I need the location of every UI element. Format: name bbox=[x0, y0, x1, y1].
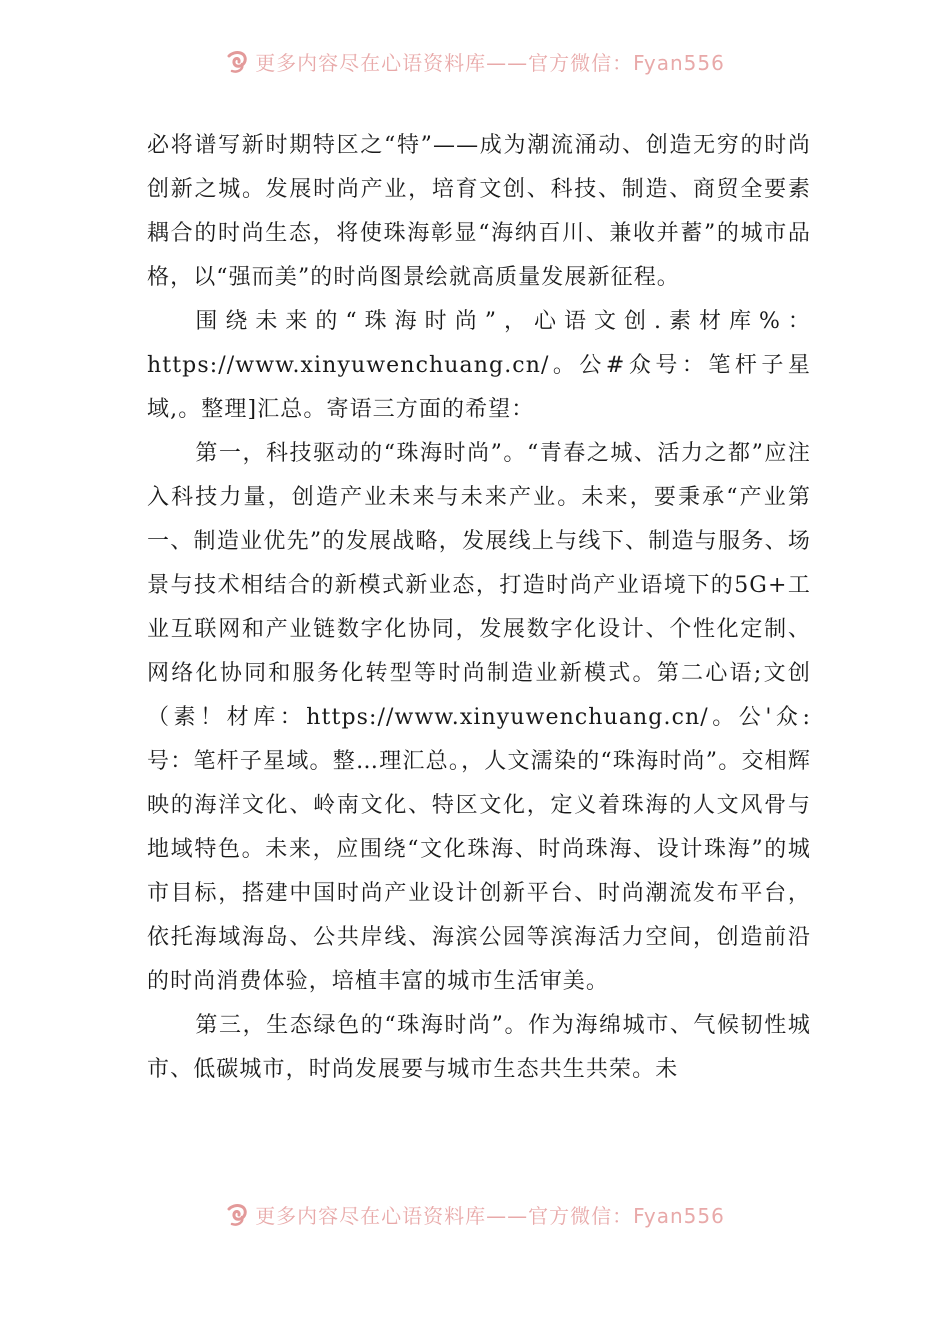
swirl-logo-icon bbox=[225, 1203, 251, 1227]
paragraph: 第一，科技驱动的“珠海时尚”。“青春之城、活力之都”应注入科技力量，创造产业未来与未来产业。未来，要秉承“产业第一、制造业优先”的发展战略，发展线上与线下、制造与服务、场景与技术相结合的新模式新业态，打造时尚产业语境下的5G+工业互联网和产业链数字化协同，发展数字化设计、个性化定制、网络化协同和服务化转型等时尚制造业新模式。第二心语;文创（素！材库：https://www.xinyuwenchuang.cn/。公'众:号：笔杆子星域。整…理汇总。，人文濡染的“珠海时尚”。交相辉映的海洋文化、岭南文化、特区文化，定义着珠海的人文风骨与地域特色。未来，应围绕“文化珠海、时尚珠海、设计珠海”的城市目标，搭建中国时尚产业设计创新平台、时尚潮流发布平台，依托海域海岛、公共岸线、海滨公园等滨海活力空间，创造前沿的时尚消费体验，培植丰富的城市生活审美。 bbox=[147, 441, 811, 994]
paragraph: 必将谱写新时期特区之“特”——成为潮流涌动、创造无穷的时尚创新之城。发展时尚产业，培育文创、科技、制造、商贸全要素耦合的时尚生态，将使珠海彰显“海纳百川、兼收并蓄”的城市品格，以“强而美”的时尚图景绘就高质量发展新征程。 bbox=[147, 133, 811, 290]
footer-watermark bbox=[0, 1203, 950, 1243]
document-body bbox=[147, 124, 811, 1092]
paragraph: 第三，生态绿色的“珠海时尚”。作为海绵城市、气候韧性城市、低碳城市，时尚发展要与城市生态共生共荣。未 bbox=[147, 1013, 811, 1082]
swirl-logo-icon bbox=[225, 50, 251, 74]
header-watermark bbox=[0, 50, 950, 90]
watermark-text: 更多内容尽在心语资料库——官方微信：Fyan556 bbox=[255, 50, 725, 75]
paragraph: 围绕未来的“珠海时尚”，心语文创.素材库%：https://www.xinyuwenchuang.cn/。公#众号：笔杆子星域,。整理]汇总。寄语三方面的希望： bbox=[147, 309, 811, 422]
watermark-text: 更多内容尽在心语资料库——官方微信：Fyan556 bbox=[255, 1203, 725, 1228]
